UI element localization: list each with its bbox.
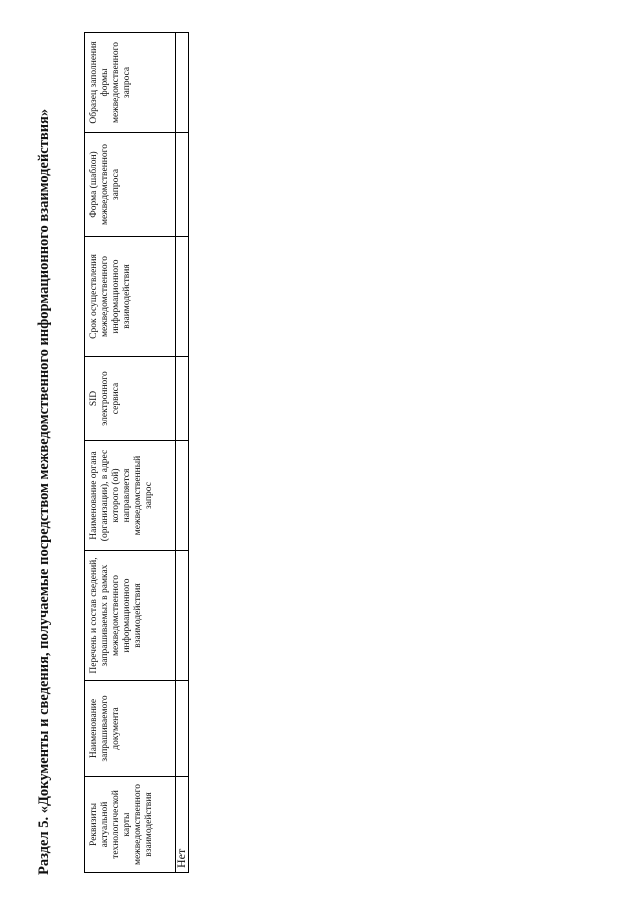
- table-cell: [176, 133, 189, 237]
- header-cell: Образец заполнения формы межведомственного запроса: [85, 33, 176, 133]
- header-cell: SID электронного сервиса: [85, 357, 176, 441]
- table-cell: [176, 681, 189, 777]
- table-row: [176, 33, 189, 873]
- header-cell: Форма (шаблон) межведомственного запроса: [85, 133, 176, 237]
- header-cell: Реквизиты актуальной технологической карты межведомственного взаимодействия: [85, 777, 176, 873]
- table-cell: [176, 237, 189, 357]
- table-header-row: [85, 33, 176, 873]
- table-cell: [176, 33, 189, 133]
- section-title: Раздел 5. «Документы и сведения, получаемые посредством межведомственного информационного взаимодействия»: [36, 108, 52, 875]
- header-cell: Перечень и состав сведений, запрашиваемых в рамках межведомственного информационного взаимодействия: [85, 551, 176, 681]
- table-cell: [176, 441, 189, 551]
- table-cell: [176, 357, 189, 441]
- table-cell: [176, 551, 189, 681]
- header-cell: Наименование органа (организации), в адрес которого (ой) направляется межведомственный запрос: [85, 441, 176, 551]
- header-cell: Наименование запрашиваемого документа: [85, 681, 176, 777]
- table-cell: Нет: [176, 777, 189, 873]
- header-cell: Срок осуществления межведомственного информационного взаимодействия: [85, 237, 176, 357]
- interaction-table: [84, 32, 189, 873]
